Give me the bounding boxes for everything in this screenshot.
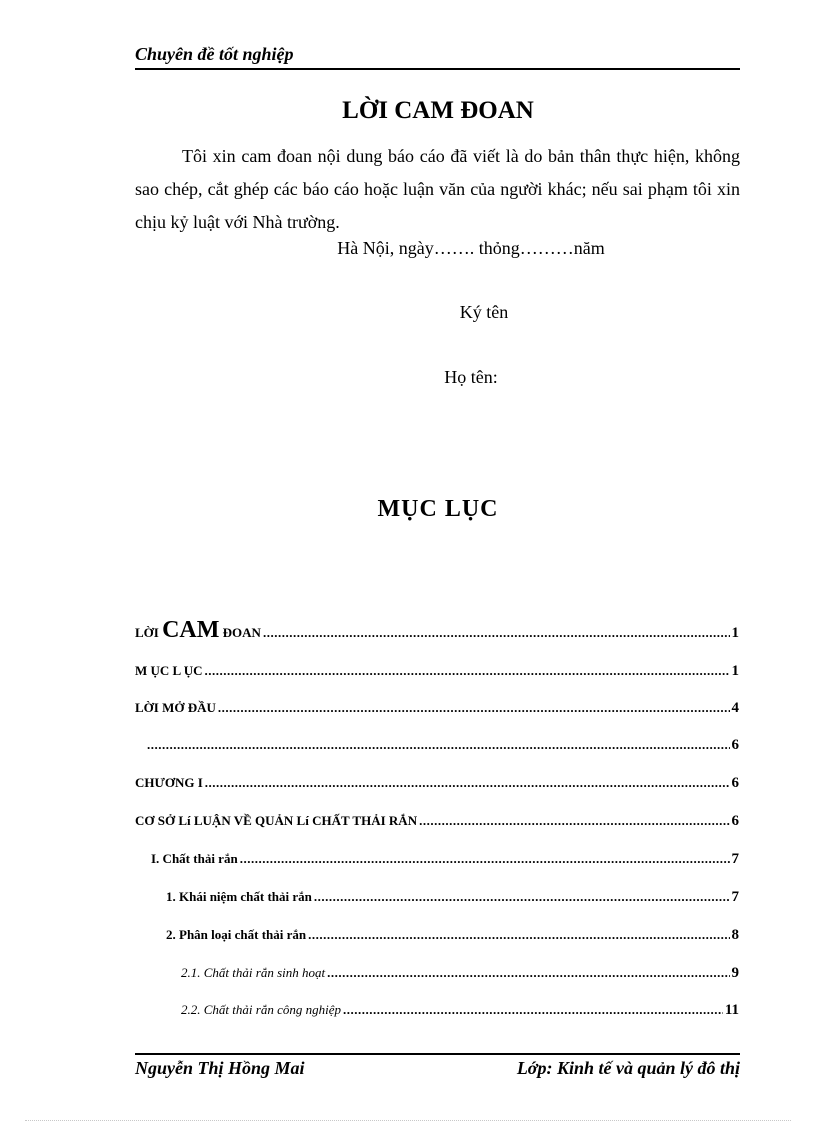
footer-class: Lớp: Kinh tế và quản lý đô thị: [516, 1058, 740, 1078]
sign-label: Ký tên: [459, 302, 509, 322]
toc-entry-page: 11: [724, 1002, 739, 1018]
toc-entry-label: CHƯƠNG I: [135, 775, 203, 790]
toc-entry-page: 7: [731, 889, 739, 905]
toc-entry[interactable]: [135, 700, 739, 717]
header-title: Chuyên đề tốt nghiệp: [135, 44, 294, 64]
toc-entry-label: 2. Phân loại chất thải rắn: [166, 927, 307, 942]
footer-author: Nguyễn Thị Hồng Mai: [135, 1058, 305, 1078]
toc-entry[interactable]: [135, 663, 739, 680]
toc-leader: [314, 889, 730, 905]
toc-entry[interactable]: [135, 617, 739, 644]
toc-entry-label: M ỤC L ỤC: [135, 663, 203, 678]
toc-leader: [308, 927, 729, 943]
commitment-text: Tôi xin cam đoan nội dung báo cáo đã viết là do bản thân thực hiện, không sao chép, cắt ghép các báo cáo hoặc luận văn của người khác; nếu sai phạm tôi xin chịu kỷ luật với Nhà trường.: [135, 146, 740, 232]
toc-entry-label: I. Chất thải rắn: [151, 851, 238, 866]
toc-entry-page: 1: [731, 663, 739, 679]
toc-entry-page: 8: [731, 927, 739, 943]
toc-entry[interactable]: [166, 927, 739, 944]
toc-entry[interactable]: [135, 813, 739, 830]
toc-entry-page: 4: [731, 700, 739, 716]
toc-entry-label: 2.1. Chất thải rắn sinh hoạt: [181, 965, 326, 980]
toc-entry-page: 9: [731, 965, 739, 981]
toc-title: MỤC LỤC: [377, 496, 499, 522]
toc-leader: [205, 775, 730, 791]
toc-entry[interactable]: [166, 889, 739, 906]
toc-leader: [218, 700, 730, 716]
header-divider: [135, 68, 740, 70]
toc-entry-label: CƠ SỞ Lí LUẬN VỀ QUẢN Lí CHẤT THẢI RẮN: [135, 813, 418, 828]
toc-entry[interactable]: [181, 1002, 739, 1019]
toc-entry-page: 6: [731, 737, 739, 753]
date-line: Hà Nội, ngày……. thỏng………năm: [337, 238, 605, 258]
toc-leader: [327, 965, 729, 981]
toc-leader: [343, 1002, 723, 1018]
toc-entry-page: 7: [731, 851, 739, 867]
toc-leader: [205, 663, 730, 679]
toc-leader: [419, 813, 729, 829]
toc-entry-page: 6: [731, 813, 739, 829]
toc-entry[interactable]: [181, 965, 739, 982]
name-label: Họ tên:: [444, 367, 498, 387]
toc-entry-page: 1: [731, 625, 739, 641]
toc-entry-label: 1. Khái niệm chất thải rắn: [166, 889, 312, 904]
toc-entry[interactable]: [145, 737, 739, 754]
toc-entry-page: 6: [731, 775, 739, 791]
toc-entry[interactable]: [151, 851, 739, 868]
commitment-title: LỜI CAM ĐOAN: [342, 97, 534, 124]
toc-entry[interactable]: [135, 775, 739, 792]
toc-leader: [240, 851, 730, 867]
toc-leader: [147, 737, 730, 753]
page-edge: [25, 1120, 791, 1121]
commitment-paragraph: [135, 140, 740, 239]
toc-entry-label: LỜI CAM ĐOAN: [135, 617, 261, 643]
toc-entry-label: LỜI MỞ ĐẦU: [135, 700, 216, 715]
toc-leader: [263, 625, 730, 641]
toc-entry-label: 2.2. Chất thải rắn công nghiệp: [181, 1002, 341, 1017]
footer-divider: [135, 1053, 740, 1055]
